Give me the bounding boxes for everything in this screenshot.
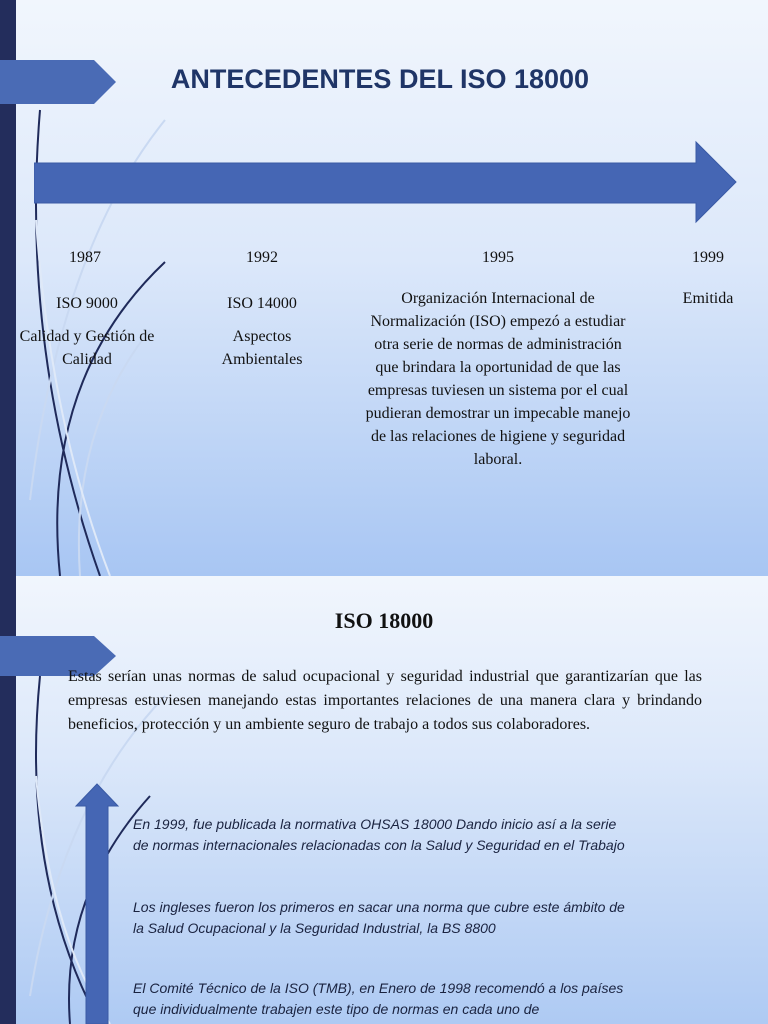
slide-iso-18000 (0, 576, 768, 1024)
note-ohsas: En 1999, fue publicada la normativa OHSAS 18000 Dando inicio así a la serie de normas internacionales relacionadas con la Salud y Seguridad en el Trabajo (133, 816, 625, 853)
entry-standard: ISO 9000 (56, 295, 118, 312)
timeline-entry-1992 (200, 292, 324, 371)
entry-standard: ISO 14000 (227, 295, 297, 312)
timeline-entry-1995 (362, 287, 634, 471)
entry-description: Emitida (682, 290, 734, 307)
year-1992: 1992 (246, 249, 278, 266)
year-1995: 1995 (482, 249, 514, 266)
title-tab-arrow (0, 60, 116, 104)
entry-description: Aspectos Ambientales (221, 328, 303, 368)
note-bs-8800: Los ingleses fueron los primeros en sacar una norma que cubre este ámbito de la Salud Ocupacional y la Seguridad Industrial, la BS 8800 (133, 899, 625, 936)
year-1987: 1987 (69, 249, 101, 266)
timeline-arrow (34, 140, 738, 226)
vertical-up-arrow (74, 782, 120, 1024)
entry-description: Calidad y Gestión de Calidad (19, 328, 155, 368)
section-title: ISO 18000 (334, 608, 434, 633)
timeline-entry-1999 (668, 287, 748, 310)
year-1999: 1999 (692, 249, 724, 266)
body-paragraph: Estas serían unas normas de salud ocupacional y seguridad industrial que garantizarían que las empresas estuviesen manejando estas importantes relaciones de una manera clara y brindando beneficios, protección y un ambiente seguro de trabajo a todos sus colaboradores. (68, 668, 702, 733)
note-iso-tmb: El Comité Técnico de la ISO (TMB), en Enero de 1998 recomendó a los países que individualmente trabajen este tipo de normas en cada uno de (133, 980, 624, 1017)
entry-description: Organización Internacional de Normalización (ISO) empezó a estudiar otra serie de normas de administración que brindara la oportunidad de que las empresas tuviesen un sistema por el cual pudieran demostrar un impecable manejo de las relaciones de higiene y seguridad laboral. (365, 290, 631, 468)
slide-title: ANTECEDENTES DEL ISO 18000 (170, 64, 590, 94)
timeline-entry-1987 (12, 292, 162, 371)
